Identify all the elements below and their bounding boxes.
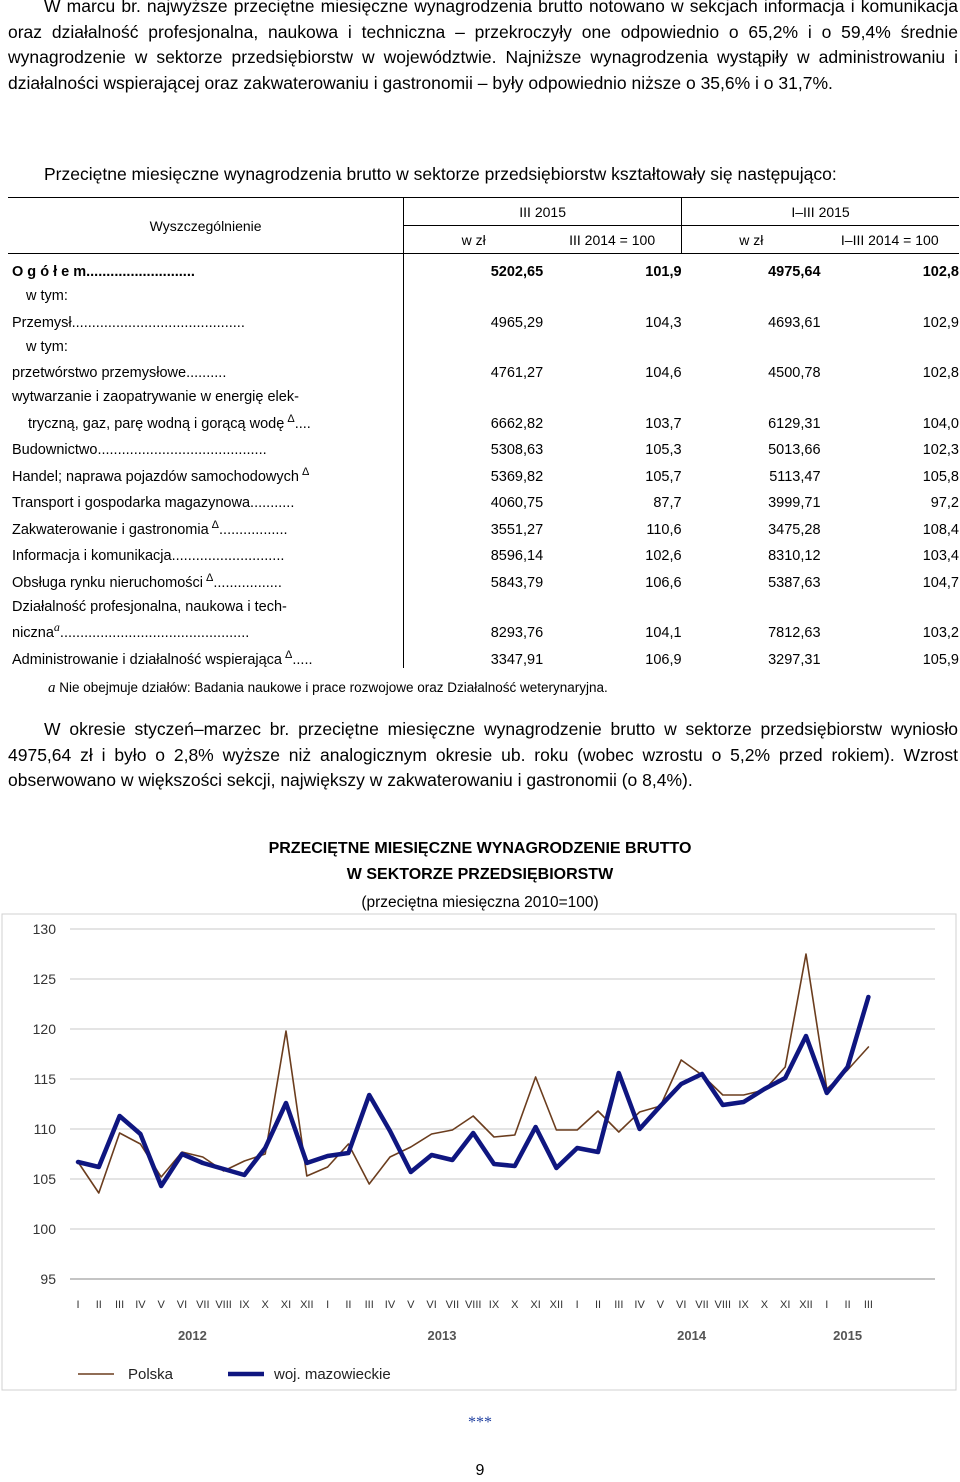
year-label: 2015 (833, 1328, 863, 1343)
delta-mark: Δ (285, 648, 293, 661)
row-label-text: Obsługa rynku nieruchomości (12, 574, 204, 591)
row-value: 5308,63 (404, 432, 543, 459)
year-label: 2013 (427, 1328, 457, 1343)
chart-subtitle: (przeciętna miesięczna 2010=100) (361, 894, 599, 911)
x-tick-label: I (76, 1299, 80, 1311)
x-tick-label: XI (779, 1299, 791, 1311)
y-tick-label: 105 (32, 1171, 56, 1187)
row-value: 104,1 (645, 625, 682, 641)
x-tick-label: VIII (464, 1299, 482, 1311)
dot-leader: ........................... (86, 264, 195, 280)
row-value: 105,3 (645, 442, 682, 458)
x-tick-label: VII (695, 1299, 709, 1311)
row-value (543, 591, 681, 615)
y-tick-label: 115 (33, 1071, 56, 1087)
x-tick-label: III (115, 1299, 125, 1311)
row-label-text: Handel; naprawa pojazdów samochodowych (12, 468, 299, 485)
row-label (8, 254, 404, 281)
table-row (8, 458, 959, 485)
x-tick-label: X (511, 1299, 519, 1311)
x-tick-label: X (760, 1299, 769, 1311)
row-label (8, 485, 404, 512)
row-label (8, 564, 404, 591)
col-header-pln-march: w zł (404, 226, 543, 254)
chart-title-line1: PRZECIĘTNE MIESIĘCZNE WYNAGRODZENIE BRUTTO (268, 840, 692, 857)
table-row (8, 485, 959, 512)
table-row (8, 641, 959, 668)
delta-mark: Δ (287, 412, 295, 425)
row-label (8, 538, 404, 565)
x-tick-label: II (345, 1299, 352, 1311)
row-label (8, 641, 404, 668)
x-tick-label: IX (488, 1299, 500, 1311)
delta-mark: Δ (211, 518, 220, 531)
row-value: 108,4 (922, 521, 959, 538)
row-value: 87,7 (653, 495, 682, 511)
table-row (8, 254, 959, 281)
row-value: 7812,63 (768, 625, 821, 641)
row-label-text: Działalność profesjonalna, naukowa i tech- (12, 598, 287, 615)
x-tick-label: XI (280, 1299, 292, 1311)
dot-leader: ........... (250, 495, 295, 511)
footnote-text: Nie obejmuje działów: Badania naukowe i prace rozwojowe oraz Działalność weterynaryjna. (59, 680, 608, 695)
table-row (8, 432, 959, 459)
row-value: 3297,31 (768, 651, 821, 668)
dot-leader: ................. (219, 521, 288, 538)
x-tick-label: XII (549, 1299, 564, 1311)
table-row (8, 615, 959, 642)
delta-mark: Δ (206, 571, 214, 584)
row-value: 103,2 (922, 625, 959, 641)
row-value (682, 331, 821, 355)
table-row (8, 405, 959, 432)
y-tick-label: 100 (32, 1221, 56, 1237)
row-value: 3475,28 (768, 521, 821, 538)
x-tick-label: V (157, 1299, 165, 1311)
row-value (682, 591, 821, 615)
x-tick-label: III (863, 1299, 873, 1311)
x-tick-label: VIII (714, 1299, 732, 1311)
row-label-text: Informacja i komunikacja (12, 548, 172, 564)
row-label (8, 511, 404, 538)
dot-leader: .......................................... (97, 442, 267, 458)
x-tick-label: I (575, 1299, 579, 1311)
col-header-index-q1: I–III 2014 = 100 (821, 226, 959, 254)
y-tick-label: 130 (32, 921, 56, 937)
x-tick-label: III (364, 1299, 374, 1311)
table-row (8, 381, 959, 405)
page-number: 9 (475, 1462, 485, 1479)
row-value: 102,8 (922, 264, 959, 280)
row-value (404, 331, 543, 355)
y-tick-label: 110 (33, 1121, 56, 1137)
x-tick-label: VI (675, 1299, 687, 1311)
legend-label-polska: Polska (128, 1366, 174, 1383)
footnote-mark: a (48, 680, 56, 696)
col-header-spec: Wyszczególnienie (8, 198, 404, 254)
row-value: 6129,31 (768, 415, 821, 432)
x-tick-label: IX (239, 1299, 250, 1311)
dot-leader: .... (294, 415, 311, 432)
x-tick-label: II (95, 1299, 102, 1311)
row-label-text: w tym: (26, 338, 68, 355)
table-row (8, 355, 959, 382)
dot-leader: ................. (213, 574, 282, 591)
row-value: 4693,61 (768, 314, 821, 331)
x-tick-label: V (656, 1299, 665, 1311)
row-value: 4965,29 (404, 304, 543, 331)
table-row (8, 280, 959, 304)
row-label (8, 432, 404, 459)
row-label-text: Transport i gospodarka magazynowa (12, 495, 251, 511)
row-value: 102,8 (922, 365, 959, 381)
paragraph-table-intro: Przeciętne miesięczne wynagrodzenia brutto w sektorze przedsiębiorstw kształtowały się następująco: (44, 164, 837, 184)
row-value (404, 591, 543, 615)
row-value: 106,9 (645, 651, 682, 668)
table-row (8, 538, 959, 565)
row-value (821, 591, 959, 615)
row-label-text: niczna (12, 625, 54, 641)
row-value (821, 381, 959, 405)
x-tick-label: I (825, 1299, 829, 1311)
row-label (8, 331, 404, 355)
row-value: 4761,27 (404, 355, 543, 382)
row-value (821, 280, 959, 304)
row-label (8, 304, 404, 331)
x-tick-label: III (614, 1299, 624, 1311)
x-tick-label: X (261, 1299, 269, 1311)
dot-leader: ..... (292, 651, 313, 668)
section-separator-stars: *** (468, 1414, 492, 1431)
x-tick-label: II (844, 1299, 851, 1311)
row-value (543, 381, 681, 405)
row-value (682, 280, 821, 304)
row-value (543, 280, 681, 304)
row-value: 110,6 (646, 521, 682, 538)
table-footnote (48, 680, 608, 697)
row-label-text: Budownictwo (12, 442, 98, 458)
row-value: 105,7 (645, 468, 682, 485)
row-label-text: tryczną, gaz, parę wodną i gorącą wodę (28, 415, 285, 432)
x-tick-label: II (594, 1299, 602, 1311)
row-value: 3551,27 (404, 511, 543, 538)
year-label: 2012 (177, 1328, 207, 1343)
x-tick-label: IV (135, 1299, 146, 1311)
row-value: 5843,79 (404, 564, 543, 591)
row-label (8, 405, 404, 432)
delta-mark: Δ (301, 465, 310, 478)
row-value: 4975,64 (768, 264, 821, 280)
legend-label-mazowieckie: woj. mazowieckie (274, 1366, 391, 1383)
dot-leader: ............................ (171, 548, 285, 564)
x-tick-label: IV (384, 1299, 396, 1311)
dot-leader: ........................................... (71, 314, 245, 331)
y-tick-label: 125 (32, 971, 56, 987)
row-value: 8596,14 (404, 538, 543, 565)
wages-table (8, 197, 959, 668)
x-tick-label: V (407, 1299, 415, 1311)
row-value (404, 280, 543, 304)
y-tick-label: 120 (32, 1021, 56, 1037)
table-row (8, 591, 959, 615)
row-label-text: Przemysł (12, 314, 72, 331)
table-row (8, 564, 959, 591)
row-value: 104,3 (645, 314, 682, 331)
paragraph-q1-summary: W okresie styczeń–marzec br. przeciętne miesięczne wynagrodzenie brutto w sektorze przedsiębiorstw wyniosło 4975,64 zł i było o 2,8% wyższe niż analogicznym okresie ub. roku (wobec wzrostu o 5,2% przed rokiem). Wzrost obserwowano w większości sekcji, największy w zakwaterowaniu i gastronomii (o 8,4%). (8, 719, 958, 790)
row-label (8, 280, 404, 304)
dot-leader: ............................................... (59, 625, 250, 641)
row-value: 105,9 (922, 651, 959, 668)
row-value: 102,9 (922, 314, 959, 331)
col-header-index-march: III 2014 = 100 (543, 226, 681, 254)
x-tick-label: VI (176, 1299, 188, 1311)
table-row (8, 511, 959, 538)
row-value: 4500,78 (768, 365, 821, 381)
x-tick-label: VII (196, 1299, 210, 1311)
table-row (8, 331, 959, 355)
row-value: 5369,82 (404, 458, 543, 485)
row-label (8, 458, 404, 485)
row-value: 104,7 (922, 574, 959, 591)
row-label-text: wytwarzanie i zaopatrywanie w energię elek- (12, 389, 299, 405)
row-value: 102,3 (922, 442, 959, 458)
x-tick-label: I (326, 1299, 330, 1311)
table-row (8, 304, 959, 331)
paragraph-sector-wages: W marcu br. najwyższe przeciętne miesięczne wynagrodzenia brutto notowano w sekcjach informacja i komunikacja oraz działalność profesjonalna, naukowa i techniczna – przekroczyły one odpowiednio o 65,2% i o 59,4% średnie wynagrodzenie w sektorze przedsiębiorstw w województwie. Najniższe wynagrodzenia wystąpiły w administrowaniu i działalności wspierającej oraz zakwaterowaniu i gastronomii – były odpowiednio niższe o 35,6% i o 31,7%. (8, 0, 958, 93)
row-value: 103,7 (645, 415, 682, 432)
x-tick-label: XI (530, 1299, 541, 1311)
x-tick-label: VI (426, 1299, 437, 1311)
y-tick-label: 95 (40, 1271, 56, 1287)
x-tick-label: VIII (215, 1299, 232, 1311)
row-value: 101,9 (645, 264, 682, 280)
x-tick-label: IV (634, 1299, 645, 1311)
row-label (8, 615, 404, 642)
x-tick-label: VII (445, 1299, 460, 1311)
row-value: 4060,75 (404, 485, 543, 512)
row-label-text: przetwórstwo przemysłowe (12, 365, 187, 381)
col-group-q1: I–III 2015 (682, 198, 959, 226)
row-label (8, 381, 404, 405)
dot-leader: .......... (186, 365, 227, 381)
row-value (543, 331, 681, 355)
chart-title-line2: W SEKTORZE PRZEDSIĘBIORSTW (346, 866, 614, 883)
row-value (404, 381, 543, 405)
year-label: 2014 (677, 1328, 707, 1343)
col-header-pln-q1: w zł (682, 226, 821, 254)
row-value: 102,6 (645, 548, 682, 564)
row-value (821, 331, 959, 355)
row-value: 3347,91 (404, 641, 543, 668)
row-label-text: w tym: (26, 288, 68, 304)
row-value: 5013,66 (768, 442, 821, 458)
x-tick-label: XII (300, 1299, 314, 1311)
row-value: 97,2 (930, 495, 959, 511)
row-value (682, 381, 821, 405)
row-value: 5202,65 (404, 254, 543, 281)
row-value: 3999,71 (768, 495, 821, 511)
row-label (8, 355, 404, 382)
row-label-text: Zakwaterowanie i gastronomia (12, 521, 209, 538)
row-value: 104,0 (922, 415, 959, 432)
row-value: 8293,76 (404, 615, 543, 642)
row-label-text: O g ó ł e m (12, 264, 87, 280)
col-group-march: III 2015 (404, 198, 682, 226)
row-value: 6662,82 (404, 405, 543, 432)
row-label (8, 591, 404, 615)
x-tick-label: XII (799, 1299, 813, 1311)
footnote-ref: a (53, 620, 60, 635)
row-value: 103,4 (922, 548, 959, 564)
row-value: 5387,63 (768, 574, 821, 591)
row-value: 8310,12 (768, 548, 821, 564)
wages-line-chart (0, 912, 960, 1402)
row-label-text: Administrowanie i działalność wspierająca (12, 651, 282, 668)
row-value: 5113,47 (769, 468, 821, 485)
x-tick-label: IX (738, 1299, 749, 1311)
row-value: 106,6 (645, 574, 682, 591)
row-value: 104,6 (645, 365, 682, 381)
row-value: 105,8 (922, 468, 959, 485)
